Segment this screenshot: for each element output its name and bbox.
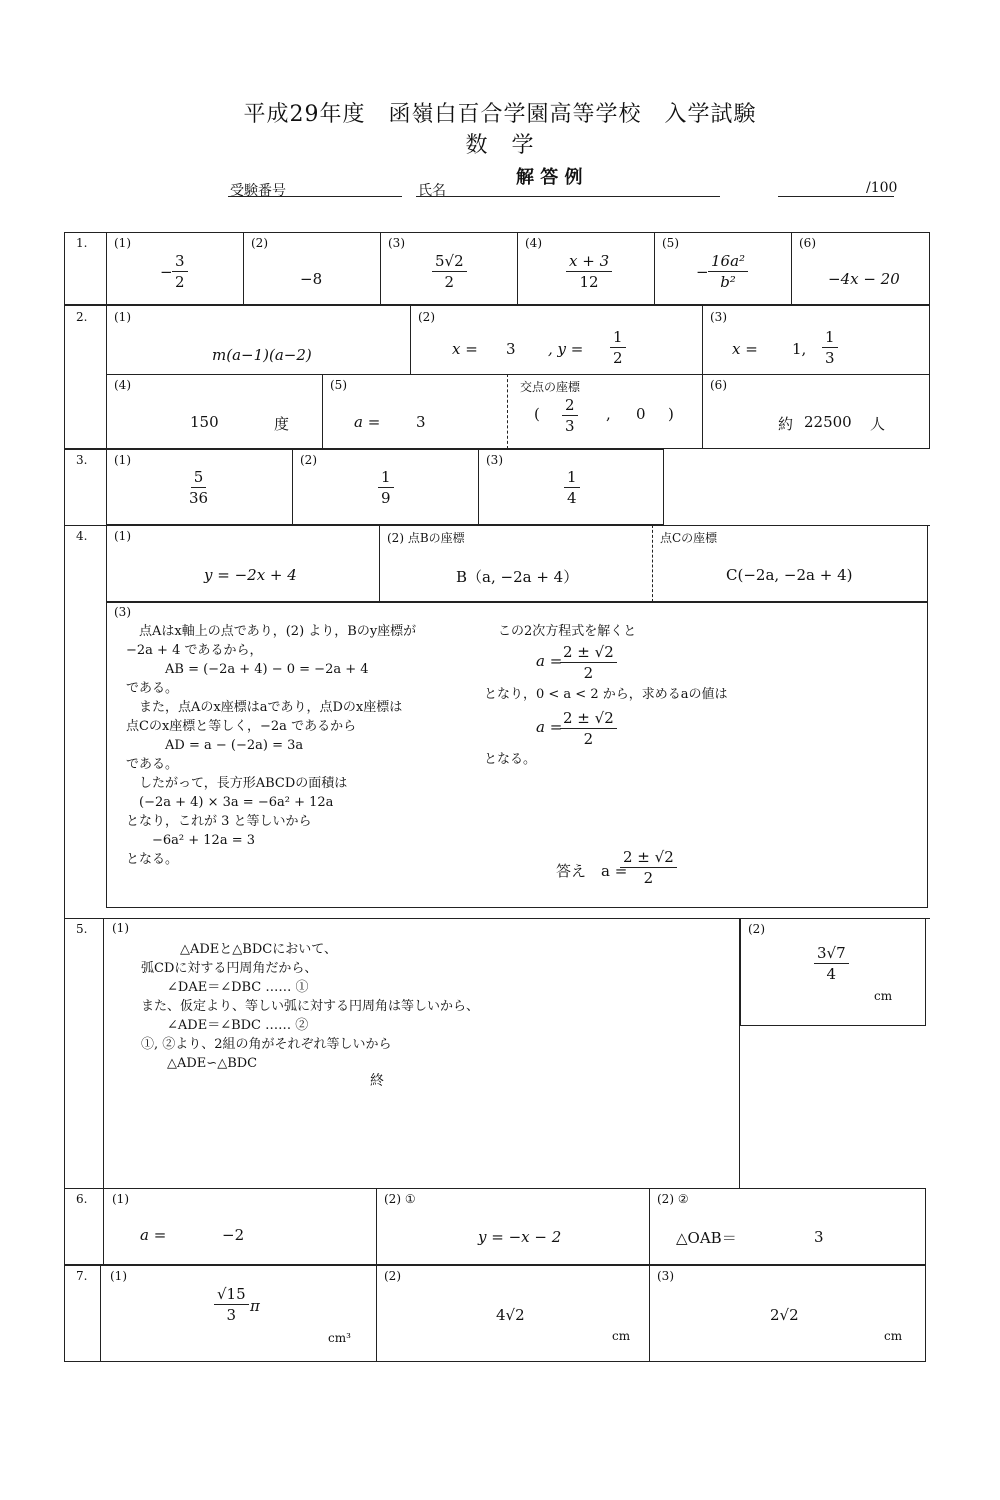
- q2-p6-unit: 人: [870, 415, 886, 433]
- q6-p1-a-label: a =: [140, 1226, 167, 1244]
- q1-p3-label: (3): [388, 236, 405, 250]
- q2-p6-answer: 22500: [804, 413, 852, 431]
- q6-p1-answer: −2: [222, 1226, 245, 1244]
- q1-p6-answer: −4x − 20: [828, 270, 900, 288]
- q4-pc-label: 点Cの座標: [660, 531, 718, 545]
- q6-p1-label: (1): [112, 1192, 129, 1206]
- q2-p5-open: (: [534, 405, 540, 423]
- q7-p2-label: (2): [384, 1269, 401, 1283]
- q4-p3-final-fraction: $\frac{2 \pm √2}{2}$: [620, 848, 677, 887]
- exam-title: 平成29年度 函嶺白百合学園高等学校 入学試験: [243, 102, 757, 127]
- name-field[interactable]: [416, 196, 720, 197]
- q5-p1-end: 終: [370, 1073, 384, 1089]
- q7-p3-unit: cm: [884, 1329, 903, 1343]
- q2-p5-a-value: 3: [416, 413, 426, 431]
- exam-number-label: 受験番号: [230, 183, 286, 199]
- q4-p1-answer: y = −2x + 4: [204, 566, 297, 584]
- q1-p4-label: (4): [525, 236, 542, 250]
- q7-p3-label: (3): [657, 1269, 674, 1283]
- q3-p3-label: (3): [486, 453, 503, 467]
- q1-p5-label: (5): [662, 236, 679, 250]
- q1-p5-fraction: $\frac{\text{16a²}}{\text{b²}}$: [708, 252, 748, 291]
- q1-p2-answer: −8: [300, 270, 323, 288]
- q1-p6-label: (6): [799, 236, 816, 250]
- q6-number: 6.: [76, 1192, 88, 1206]
- q7-p1-fraction: $\frac{√15}{3}$: [214, 1285, 249, 1324]
- q2-p2-y-fraction: $\frac{1}{2}$: [610, 328, 626, 367]
- q2-number: 2.: [76, 310, 88, 324]
- q5-p1-proof: △ADEと△BDCにおいて、 弧CDに対する円周角だから、 ∠DAE＝∠DBC …… ① また、仮定より、等しい弧に対する円周角は等しいから、 ∠ADE＝∠BDC …… ② ①, ②より、2組の角がそれぞれ等しいから △ADE∽△BDC: [141, 942, 480, 1071]
- q4-p3-sol1-label: a =: [536, 652, 563, 670]
- q2-p4-unit: 度: [274, 415, 290, 433]
- q4-p1-label: (1): [114, 529, 131, 543]
- q4-p3-right-line1: この2次方程式を解くと: [498, 624, 637, 639]
- q1-p1-sign: −: [160, 263, 173, 281]
- q2-p5-a-label: a =: [354, 413, 381, 431]
- q4-p3-solution-left: 点Aはx軸上の点であり，(2) より，Bのy座標が −2a + 4 であるから， AB = (−2a + 4) − 0 = −2a + 4 である。 また，点Aのx座標はaであり，点Dのx座標は 点Cのx座標と等しく，−2a であるから AD = a − (−2a) = 3a である。 したがって，長方形ABCDの面積は (−2a + 4) × 3a = −6a² + 12a となり，これが 3 と等しいから −6a² + 12a = 3 となる。: [126, 624, 417, 867]
- q2-p2-x-label: x =: [452, 340, 478, 358]
- q3-p3-fraction: $\frac{1}{4}$: [564, 468, 580, 507]
- score-label: /100: [866, 180, 898, 196]
- q2-p2-x-value: 3: [506, 340, 516, 358]
- q2-p5-label: (5): [330, 378, 347, 392]
- q4-p2-answer: B（a, −2a + 4）: [456, 568, 579, 586]
- q7-p3-answer: 2√2: [770, 1306, 799, 1324]
- q1-p1-fraction: $\frac{3}{2}$: [172, 252, 188, 291]
- q7-p1-pi: π: [250, 1297, 260, 1315]
- name-value: 解 答 例: [516, 167, 583, 188]
- score-field[interactable]: [778, 196, 894, 197]
- q2-p5-close: ): [668, 405, 674, 423]
- q3-p2-fraction: $\frac{1}{9}$: [378, 468, 394, 507]
- q4-pc-answer: C(−2a, −2a + 4): [726, 566, 853, 584]
- q2-p4-answer: 150: [190, 413, 219, 431]
- q2-p5-x-fraction: $\frac{2}{3}$: [562, 396, 578, 435]
- q1-p5-sign: −: [696, 263, 709, 281]
- q2-p1-label: (1): [114, 310, 131, 324]
- q6-p3-answer: 3: [814, 1228, 824, 1246]
- q2-p3-x-label: x =: [732, 340, 758, 358]
- q4-p3-label: (3): [114, 605, 131, 619]
- q7-number: 7.: [76, 1269, 88, 1283]
- q5-number: 5.: [76, 922, 88, 936]
- subject-title: 数 学: [465, 133, 535, 158]
- q2-p6-prefix: 約: [778, 415, 794, 433]
- q4-p3-final-label: 答え a =: [556, 862, 628, 880]
- q4-p3-sol2-fraction: $\frac{2 \pm √2}{2}$: [560, 709, 617, 748]
- q7-p1-label: (1): [110, 1269, 127, 1283]
- q4-number: 4.: [76, 529, 88, 543]
- q2-p2-label: (2): [418, 310, 435, 324]
- q4-p3-right-line3: となる。: [484, 752, 537, 767]
- q4-p3-right-line2: となり，0 < a < 2 から，求めるaの値は: [484, 687, 728, 702]
- q1-number: 1.: [76, 236, 88, 250]
- q2-p4-label: (4): [114, 378, 131, 392]
- q4-p3-sol1-fraction: $\frac{2 \pm √2}{2}$: [560, 643, 617, 682]
- q5-p2-unit: cm: [874, 989, 893, 1003]
- q7-p1-unit: cm³: [328, 1331, 351, 1345]
- q1-p4-fraction: $\frac{x + 3}{12}$: [566, 252, 612, 291]
- q7-p2-answer: 4√2: [496, 1306, 525, 1324]
- q2-p5-coord-label: 交点の座標: [520, 380, 581, 394]
- q4-p2-label: (2) 点Bの座標: [387, 531, 465, 545]
- q3-p1-label: (1): [114, 453, 131, 467]
- q6-row: [64, 1188, 926, 1265]
- name-label: 氏名: [418, 183, 446, 199]
- q2-p1-answer: m(a−1)(a−2): [212, 346, 312, 364]
- q2-p5-y-value: 0: [636, 405, 646, 423]
- q6-p2-answer: y = −x − 2: [478, 1228, 562, 1246]
- q1-p1-label: (1): [114, 236, 131, 250]
- q1-p2-label: (2): [251, 236, 268, 250]
- q7-p2-unit: cm: [612, 1329, 631, 1343]
- q2-p3-v1: 1,: [792, 340, 807, 358]
- q6-p3-tri-label: △OAB＝: [676, 1229, 737, 1247]
- q2-p5-comma: ,: [606, 405, 611, 423]
- q2-p3-v2-fraction: $\frac{1}{3}$: [822, 328, 838, 367]
- q6-p2-label: (2) ①: [384, 1192, 416, 1206]
- exam-number-field[interactable]: [228, 196, 402, 197]
- q4-top-row: [106, 525, 928, 602]
- q2-p3-label: (3): [710, 310, 727, 324]
- q5-p2-label: (2): [748, 922, 765, 936]
- q5-p2-fraction: $\frac{3√7}{4}$: [814, 944, 849, 983]
- q5-p1-label: (1): [112, 921, 129, 935]
- q6-p3-label: (2) ②: [657, 1192, 689, 1206]
- q2-p2-y-label: , y =: [548, 340, 584, 358]
- q3-p2-label: (2): [300, 453, 317, 467]
- q1-p3-fraction: $\frac{5√2}{2}$: [432, 252, 467, 291]
- q3-number: 3.: [76, 453, 88, 467]
- q2-p6-label: (6): [710, 378, 727, 392]
- q4-p3-sol2-label: a =: [536, 718, 563, 736]
- q3-p1-fraction: $\frac{5}{36}$: [189, 468, 209, 507]
